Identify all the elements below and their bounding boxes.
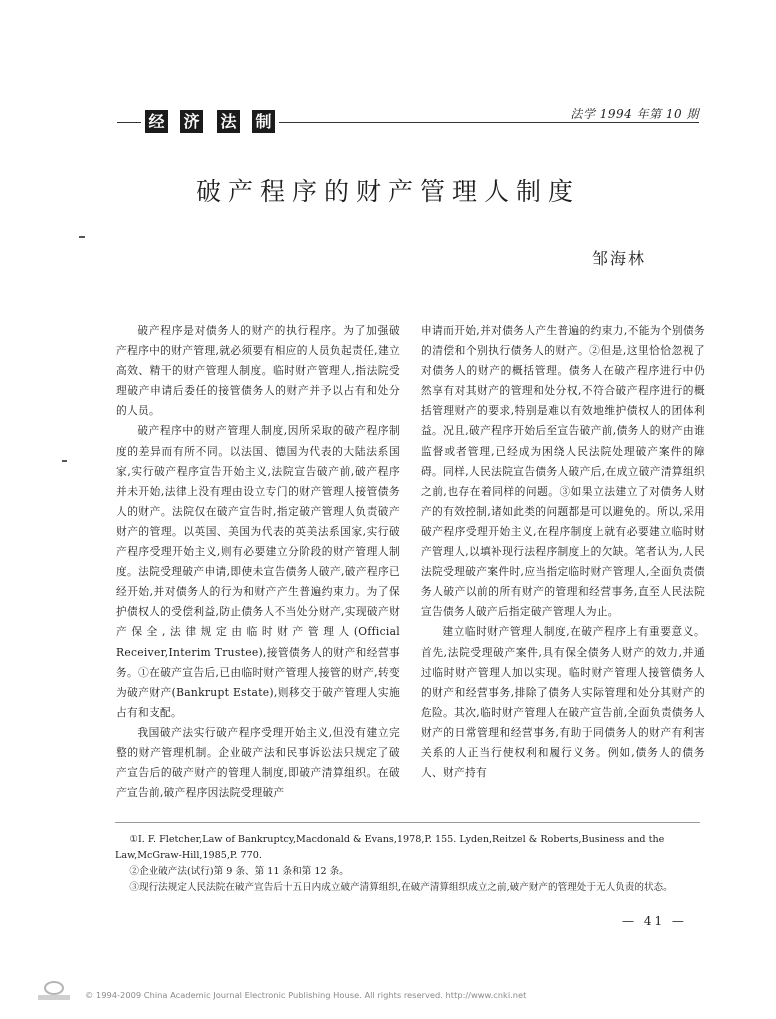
section-char-1: 经 (145, 110, 168, 133)
footnote-rule (115, 822, 700, 823)
section-char-2: 济 (180, 110, 203, 133)
scan-speck (62, 460, 67, 462)
footnote-2: ②企业破产法(试行)第 9 条、第 11 条和第 12 条。 (129, 866, 349, 877)
body-column-right (421, 321, 705, 783)
article-author: 邹海林 (592, 249, 647, 268)
page-number: — 41 — (622, 914, 687, 928)
copyright-footer: © 1994-2009 China Academic Journal Electronic Publishing House. All rights reserved. http://www.cnki.net (85, 990, 527, 1000)
footnote-1: ①I. F. Fletcher,Law of Bankruptcy,Macdonald & Evans,1978,P. 155. Lyden,Reitzel & Roberts,Business and the Law,McGraw-Hill,1985,P. 770. (115, 834, 665, 861)
cnki-logo-icon (34, 978, 74, 1002)
body-paragraph: 破产程序中的财产管理人制度,因所采取的破产程序制度的差异而有所不同。以法国、德国为代表的大陆法系国家,实行破产程序宣告开始主义,法院宣告破产前,破产程序并未开始,法律上没有理由设立专门的财产管理人接管债务人的财产。法院仅在破产宣告时,指定破产管理人负责破产财产的管理。以英国、美国为代表的英美法系国家,实行破产程序受理开始主义,则有必要建立分阶段的财产管理人制度。法院受理破产申请,即使未宣告债务人破产,破产程序已经开始,并对债务人的行为和财产产生普遍约束力。为了保护债权人的受偿利益,防止债务人不当处分财产,实现破产财产保全,法律规定由临时财产管理人(Official Receiver,Interim Trustee),接管债务人的财产和经营事务。①在破产宣告后,已由临时财产管理人接管的财产,转变为破产财产(Bankrupt Estate),则移交于破产管理人实施占有和支配。 (116, 424, 400, 719)
banner-rule-right (279, 122, 699, 123)
footnotes (115, 832, 701, 896)
body-paragraph: 我国破产法实行破产程序受理开始主义,但没有建立完整的财产管理机制。企业破产法和民事诉讼法只规定了破产宣告后的破产财产的管理人制度,即破产清算组织。在破产宣告前,破产程序因法院受理破产 (116, 725, 400, 800)
scan-speck (79, 236, 85, 238)
article-title: 破产程序的财产管理人制度 (195, 177, 580, 206)
footnote-3: ③现行法规定人民法院在破产宣告后十五日内成立破产清算组织,在破产清算组织成立之前,破产财产的管理处于无人负责的状态。 (129, 882, 673, 893)
body-column-left (116, 321, 400, 803)
body-paragraph: 申请而开始,并对债务人产生普遍的约束力,不能为个别债务的清偿和个别执行债务人的财产。②但是,这里恰恰忽视了对债务人的财产的概括管理。债务人在破产程序进行中仍然享有对其财产的管理和处分权,不符合破产程序进行的概括管理财产的要求,特别是难以有效地维护债权人的团体利益。况且,破产程序开始后至宣告破产前,债务人的财产由谁监督或者管理,已经成为困绕人民法院处理破产案件的障碍。同样,人民法院宣告债务人破产后,在成立破产清算组织之前,也存在着同样的问题。③如果立法建立了对债务人财产的有效控制,诸如此类的问题都是可以避免的。所以,采用破产程序受理开始主义,在程序制度上就有必要建立临时财产管理人,以填补现行法程序制度上的欠缺。笔者认为,人民法院受理破产案件时,应当指定临时财产管理人,全面负责债务人破产以前的所有财产的管理和经营事务,直至人民法院宣告债务人破产后指定破产管理人为止。 (421, 324, 705, 619)
section-char-4: 制 (252, 110, 275, 133)
banner-rule-left (117, 122, 141, 123)
body-paragraph: 建立临时财产管理人制度,在破产程序上有重要意义。首先,法院受理破产案件,具有保全债务人财产的效力,并通过临时财产管理人加以实现。临时财产管理人接管债务人的财产和经营事务,排除了债务人实际管理和处分其财产的危险。其次,临时财产管理人在破产宣告前,全面负责债务人财产的日常管理和经营事务,有助于同债务人的财产有利害关系的人正当行使权利和履行义务。例如,债务人的债务人、财产持有 (421, 625, 705, 780)
section-char-3: 法 (217, 110, 240, 133)
body-paragraph: 破产程序是对债务人的财产的执行程序。为了加强破产程序中的财产管理,就必须要有相应的人员负起责任,建立高效、精干的财产管理人制度。临时财产管理人,指法院受理破产申请后委任的接管债务人的财产并予以占有和处分的人员。 (116, 324, 400, 418)
journal-issue: 法学 1994 年第 10 期 (570, 107, 699, 121)
